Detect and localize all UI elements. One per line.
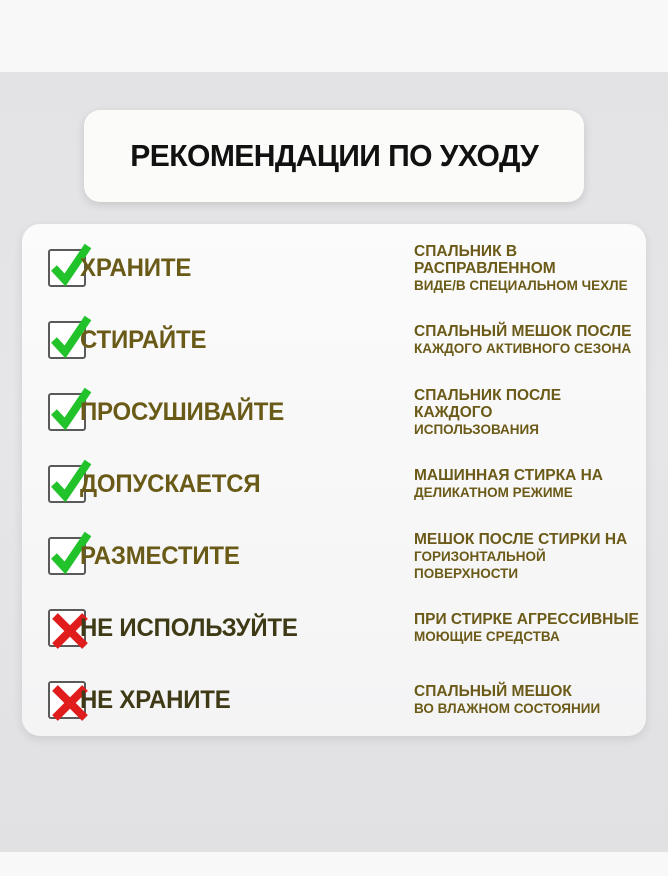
list-item (22, 376, 646, 448)
list-item-description: МЕШОК ПОСЛЕ СТИРКИ НА ГОРИЗОНТАЛЬНОЙ ПОВЕРХНОСТИ (414, 530, 628, 581)
list-item (22, 592, 646, 664)
list-item-description: СПАЛЬНЫЙ МЕШОК ВО ВЛАЖНОМ СОСТОЯНИИ (414, 683, 601, 716)
list-item-description: СПАЛЬНИК В РАСПРАВЛЕННОМ ВИДЕ/В СПЕЦИАЛЬНОМ ЧЕХЛЕ (414, 242, 628, 293)
list-item (22, 448, 646, 520)
list-item-label: ДОПУСКАЕТСЯ (80, 469, 261, 498)
list-item (22, 232, 646, 304)
list-item (22, 664, 646, 736)
list-item-description: ПРИ СТИРКЕ АГРЕССИВНЫЕ МОЮЩИЕ СРЕДСТВА (414, 611, 639, 644)
list-item-description: СПАЛЬНИК ПОСЛЕ КАЖДОГО ИСПОЛЬЗОВАНИЯ (414, 386, 562, 437)
list-item-description: СПАЛЬНЫЙ МЕШОК ПОСЛЕ КАЖДОГО АКТИВНОГО СЕЗОНА (414, 323, 632, 356)
list-item-label: РАЗМЕСТИТЕ (80, 541, 240, 570)
list-item-label: ПРОСУШИВАЙТЕ (80, 397, 285, 426)
list-item (22, 304, 646, 376)
care-list-card (22, 224, 646, 736)
list-item (22, 520, 646, 592)
list-item-label: СТИРАЙТЕ (80, 325, 207, 354)
title-card (84, 110, 584, 202)
list-item-label: НЕ ИСПОЛЬЗУЙТЕ (80, 613, 298, 642)
list-item-description: МАШИННАЯ СТИРКА НА ДЕЛИКАТНОМ РЕЖИМЕ (414, 467, 603, 500)
page-title: РЕКОМЕНДАЦИИ ПО УХОДУ (130, 138, 538, 173)
list-item-label: ХРАНИТЕ (80, 253, 192, 282)
list-item-label: НЕ ХРАНИТЕ (80, 685, 231, 714)
